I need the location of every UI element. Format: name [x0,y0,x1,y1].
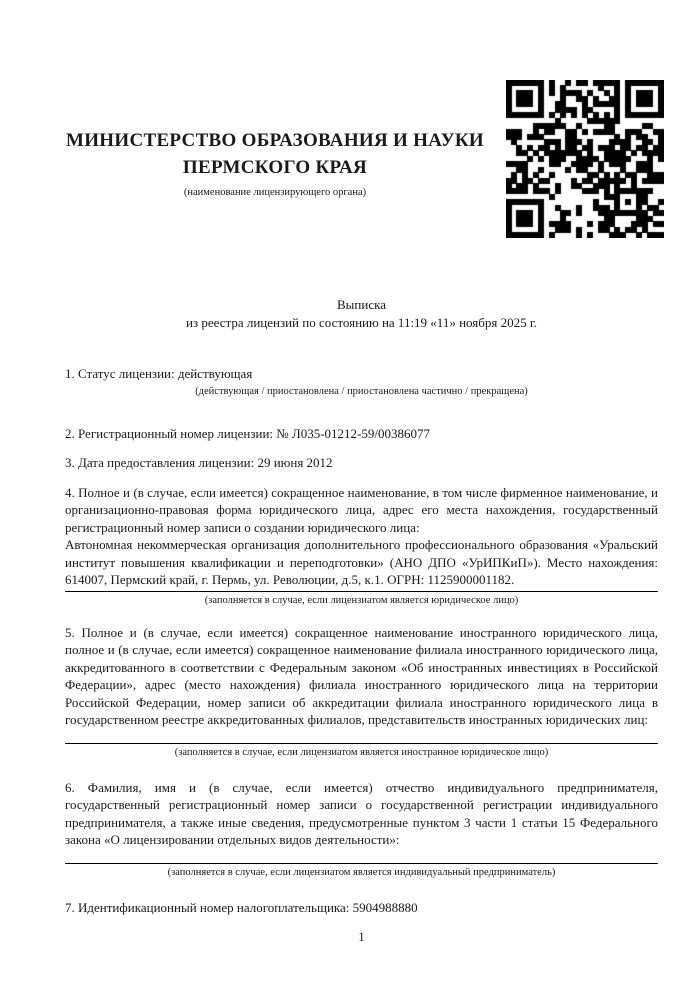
document-title [65,296,658,331]
registration-number-text: 2. Регистрационный номер лицензии: № Л035-01212-59/00386077 [65,425,431,441]
qr-code-icon [506,80,664,238]
fill-line [65,863,658,864]
document-body [65,296,658,916]
fill-line [65,743,658,744]
ministry-name-line1: МИНИСТЕРСТВО ОБРАЗОВАНИЯ И НАУКИ [65,130,485,151]
item-4-legal-entity [65,484,658,607]
item-1-license-status [65,365,658,398]
item-5-foreign-entity [65,624,658,759]
fill-line [65,591,658,592]
ministry-name-line2: ПЕРМСКОГО КРАЯ [182,157,368,178]
licensing-authority-header [65,127,485,199]
legal-entity-value: Автономная некоммерческая организация дополнительного профессионального образования «Уральский институт повышения квалификации и переподготовки» (АНО ДПО «УрИПКиП»). Место нахождения: 614007, Пермский край, г. Пермь, ул. Революции, д.5, к.1. ОГРН: 1125900001182. [65,537,658,587]
license-status-caption: (действующая / приостановлена / приостановлена частично / прекращена) [195,385,528,397]
legal-entity-label: 4. Полное и (в случае, если имеется) сокращенное наименование, в том числе фирменное наименование, и организационно-правовая форма юридического лица, адрес его места нахождения, государственный регистрационный номер записи о создании юридического лица: [65,484,658,535]
grant-date-text: 3. Дата предоставления лицензии: 29 июня 2012 [65,455,333,470]
empty-field [65,849,658,861]
license-status-text: 1. Статус лицензии: действующая [65,366,253,381]
item-6-individual-entrepreneur [65,779,658,879]
document-title-line1: Выписка [337,297,386,312]
document-title-line2: из реестра лицензий по состоянию на 11:19 «11» ноября 2025 г. [186,314,537,330]
foreign-entity-caption: (заполняется в случае, если лицензиатом является иностранное юридическое лицо) [174,746,549,758]
item-2-registration-number [65,425,658,443]
entrepreneur-caption: (заполняется в случае, если лицензиатом является индивидуальный предприниматель) [167,866,556,878]
ministry-caption: (наименование лицензирующего органа) [183,187,367,198]
item-3-grant-date [65,454,658,472]
item-7-taxpayer-id [65,899,658,917]
taxpayer-id-text: 7. Идентификационный номер налогоплательщика: 5904988880 [65,899,418,915]
page-number: 1 [358,929,365,944]
entrepreneur-label: 6. Фамилия, имя и (в случае, если имеется) отчество индивидуального предпринимателя, государственный регистрационный номер записи о государственной регистрации индивидуального предпринимателя, а также иные сведения, предусмотренные пунктом 3 части 1 статьи 15 Федерального закона «О лицензировании отдельных видов деятельности»: [65,779,658,847]
foreign-entity-label: 5. Полное и (в случае, если имеется) сокращенное наименование иностранного юридического лица, полное и (в случае, если имеется) сокращенное наименование филиала иностранного юридического лица, аккредитованного в соответствии с Федеральным законом «Об иностранных инвестициях в Российской Федерации», адрес (место нахождения) филиала иностранного юридического лица на территории Российской Федерации, номер записи об аккредитации филиала иностранного юридического лица в государственном реестре аккредитованных филиалов, представительств иностранных юридических лиц: [65,624,658,727]
legal-entity-caption: (заполняется в случае, если лицензиатом является юридическое лицо) [204,594,519,606]
empty-field [65,729,658,741]
